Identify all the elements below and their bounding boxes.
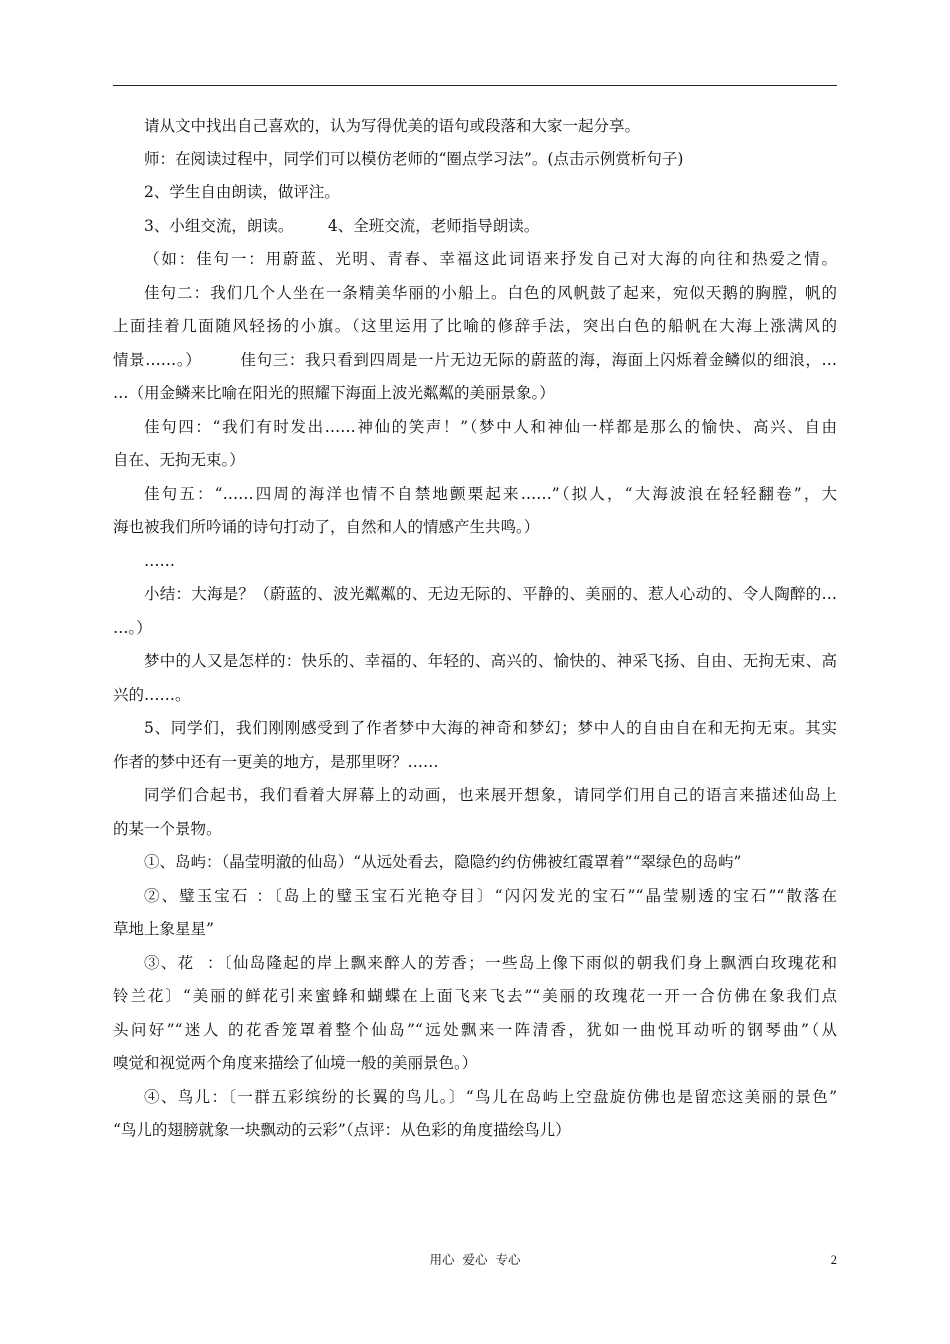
paragraph-line: （如：佳句一：用蔚蓝、光明、青春、幸福这此词语来抒发自己对大海的向往和热爱之情。	[144, 250, 837, 268]
paragraph-line: 头问好”“迷人 的花香笼罩着整个仙岛”“远处飘来一阵清香，犹如一曲悦耳动听的钢琴曲”（从	[113, 1021, 837, 1039]
paragraph-line: 小结：大海是？（蔚蓝的、波光粼粼的、无边无际的、平静的、美丽的、惹人心动的、令人陶醉的…	[144, 585, 837, 603]
page-number: 2	[830, 1253, 837, 1267]
paragraph-line: 草地上象星星”	[113, 920, 214, 938]
paragraph-line: 作者的梦中还有一更美的地方，是那里呀？……	[113, 753, 439, 771]
paragraph-line: ②、璧玉宝石 ：〔岛上的璧玉宝石光艳夺目〕“闪闪发光的宝石”“晶莹剔透的宝石”“散落在	[144, 887, 837, 905]
paragraph-line: 铃兰花〕“美丽的鲜花引来蜜蜂和蝴蝶在上面飞来飞去”“美丽的玫瑰花一开一合仿佛在象我们点	[113, 987, 837, 1005]
paragraph-line: ①、岛屿：（晶莹明澈的仙岛）“从远处看去，隐隐约约仿佛被红霞罩着”“翠绿色的岛屿”	[144, 853, 742, 871]
paragraph-line: 师：在阅读过程中，同学们可以模仿老师的“圈点学习法”。(点击示例赏析句子)	[144, 150, 684, 168]
paragraph-line: 佳句四：“我们有时发出……神仙的笑声！”（梦中人和神仙一样都是那么的愉快、高兴、自由	[144, 418, 837, 436]
paragraph-line: 2、学生自由朗读，做评注。	[144, 183, 340, 201]
paragraph-line: 3、小组交流，朗读。 4、全班交流，老师指导朗读。	[144, 217, 540, 235]
paragraph-line: 情景……。） 佳句三：我只看到四周是一片无边无际的蔚蓝的海，海面上闪烁着金鳞似的细浪，…	[113, 351, 837, 369]
paragraph-line: 梦中的人又是怎样的：快乐的、幸福的、年轻的、高兴的、愉快的、神采飞扬、自由、无拘无束、高	[144, 652, 837, 670]
paragraph-line: 佳句二：我们几个人坐在一条精美华丽的小船上。白色的风帆鼓了起来，宛似天鹅的胸膛，帆的	[144, 284, 837, 302]
paragraph-line: 上面挂着几面随风轻扬的小旗。（这里运用了比喻的修辞手法，突出白色的船帆在大海上涨满风的	[113, 317, 837, 335]
paragraph-line: “鸟儿的翅膀就象一块飘动的云彩”（点评：从色彩的角度描绘鸟儿）	[113, 1121, 571, 1139]
paragraph-line: …。）	[113, 619, 152, 637]
paragraph-line: 海也被我们所吟诵的诗句打动了，自然和人的情感产生共鸣。）	[113, 518, 540, 536]
paragraph-line: 嗅觉和视觉两个角度来描绘了仙境一般的美丽景色。）	[113, 1054, 478, 1072]
paragraph-line: …（用金鳞来比喻在阳光的照耀下海面上波光粼粼的美丽景象。）	[113, 384, 555, 402]
paragraph-line: 自在、无拘无束。）	[113, 451, 245, 469]
footer-slogan: 用心 爱心 专心	[429, 1252, 521, 1267]
header-rule	[113, 85, 837, 86]
paragraph-line: ……	[144, 552, 175, 570]
paragraph-line: 请从文中找出自己喜欢的，认为写得优美的语句或段落和大家一起分享。	[144, 117, 641, 135]
paragraph-line: ③、花 ：〔仙岛隆起的岸上飘来醉人的芳香；一些岛上像下雨似的朝我们身上飘洒白玫瑰花和	[144, 954, 837, 972]
paragraph-line: 同学们合起书，我们看着大屏幕上的动画，也来展开想象，请同学们用自己的语言来描述仙岛上	[144, 786, 837, 804]
paragraph-line: 佳句五：“……四周的海洋也情不自禁地颤栗起来……”（拟人，“大海波浪在轻轻翻卷”，大	[144, 485, 837, 503]
paragraph-line: ④、鸟儿：〔一群五彩缤纷的长翼的鸟儿。〕“鸟儿在岛屿上空盘旋仿佛也是留恋这美丽的景色”	[144, 1088, 837, 1106]
paragraph-line: 兴的……。	[113, 686, 191, 704]
paragraph-line: 5、同学们，我们刚刚感受到了作者梦中大海的神奇和梦幻；梦中人的自由自在和无拘无束。其实	[144, 719, 837, 737]
paragraph-line: 的某一个景物。	[113, 820, 222, 838]
